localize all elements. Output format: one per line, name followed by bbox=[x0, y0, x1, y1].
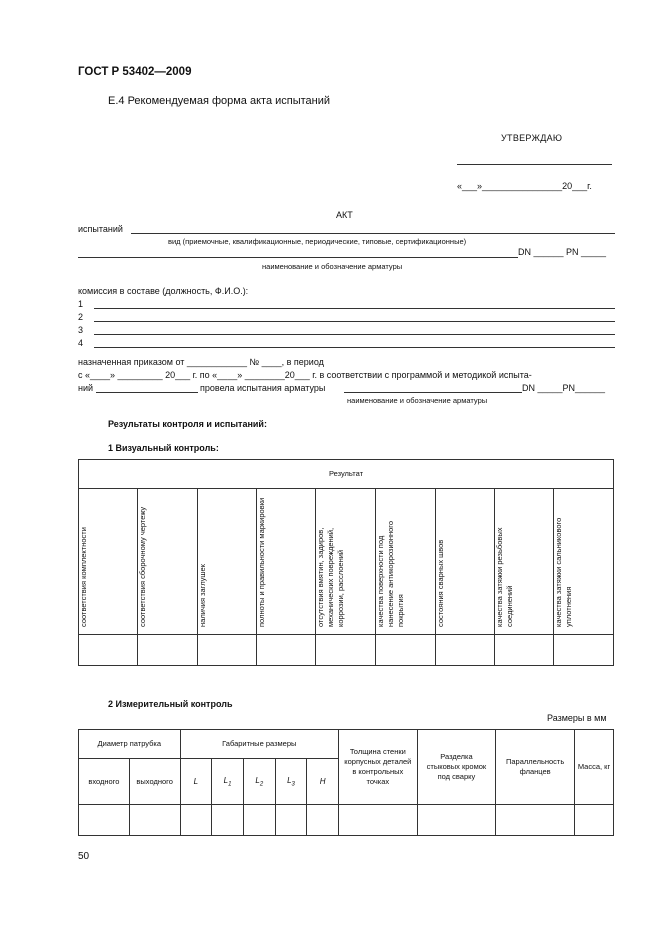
visual-value-cell[interactable] bbox=[316, 635, 376, 666]
measure-value-cell[interactable] bbox=[180, 805, 212, 836]
result-header-cell bbox=[79, 460, 614, 489]
approve-label: УТВЕРЖДАЮ bbox=[501, 133, 563, 143]
h-edges: Разделка стыковых кромок под сварку bbox=[426, 752, 487, 781]
h-overall-cell bbox=[180, 730, 338, 759]
measure-value-cell[interactable] bbox=[575, 805, 614, 836]
h-inlet-cell bbox=[79, 759, 130, 805]
valve-name-line bbox=[78, 257, 518, 258]
commission-line-3 bbox=[94, 334, 615, 335]
h-mass: Масса, кг bbox=[577, 762, 611, 771]
tests-caption: вид (приемочные, квалификационные, периодические, типовые, сертификационные) bbox=[168, 237, 467, 246]
visual-col-3 bbox=[197, 489, 256, 635]
measure-value-cell[interactable] bbox=[243, 805, 275, 836]
visual-value-cell[interactable] bbox=[375, 635, 435, 666]
visual-col-5 bbox=[316, 489, 376, 635]
measure-value-cell[interactable] bbox=[79, 805, 130, 836]
visual-value-cell[interactable] bbox=[79, 635, 138, 666]
order-blank-1 bbox=[96, 392, 198, 393]
h-diameter-cell bbox=[79, 730, 181, 759]
act-title: АКТ bbox=[336, 210, 353, 220]
valve-name-caption: наименование и обозначение арматуры bbox=[262, 262, 403, 271]
visual-col-label: соответствия сборочному чертежу bbox=[138, 506, 148, 627]
tests-type-line bbox=[131, 233, 615, 234]
visual-col-6 bbox=[375, 489, 435, 635]
visual-value-cell[interactable] bbox=[197, 635, 256, 666]
commission-number-3: 3 bbox=[78, 325, 84, 335]
dim-l3-cell bbox=[275, 759, 307, 805]
visual-col-label: наличия заглушек bbox=[197, 563, 207, 627]
measure-value-cell[interactable] bbox=[417, 805, 496, 836]
approve-signature-line bbox=[457, 164, 612, 165]
visual-value-cell[interactable] bbox=[138, 635, 197, 666]
visual-col-label: состояния сварных швов bbox=[435, 539, 445, 627]
results-title: Результаты контроля и испытаний: bbox=[108, 419, 267, 429]
dim-h: H bbox=[319, 777, 326, 786]
visual-title: 1 Визуальный контроль: bbox=[108, 443, 219, 453]
h-mass-cell bbox=[575, 730, 614, 805]
visual-col-1 bbox=[79, 489, 138, 635]
measure-value-cell[interactable] bbox=[496, 805, 575, 836]
visual-col-label: качества затяжки резьбовых соединений bbox=[494, 527, 514, 627]
commission-line-2 bbox=[94, 321, 615, 322]
h-wall-cell bbox=[339, 730, 418, 805]
result-header: Результат bbox=[328, 469, 364, 478]
page-number: 50 bbox=[78, 851, 90, 862]
standard-header: ГОСТ Р 53402—2009 bbox=[78, 66, 192, 78]
commission-number-4: 4 bbox=[78, 338, 84, 348]
visual-value-cell[interactable] bbox=[257, 635, 316, 666]
dim-l3: $L_3$ bbox=[287, 775, 295, 788]
visual-col-label: полноты и правильности маркировки bbox=[257, 497, 267, 627]
visual-col-label: качества поверхности под нанесение антикоррозионного покрытия bbox=[375, 520, 405, 627]
commission-number-2: 2 bbox=[78, 312, 84, 322]
dim-l3-subscript: 3 bbox=[291, 781, 295, 788]
commission-line-4 bbox=[94, 347, 615, 348]
visual-col-label: качества затяжки сальникового уплотнения bbox=[554, 517, 574, 627]
order-line-3-start: ний bbox=[78, 383, 94, 393]
visual-col-4 bbox=[257, 489, 316, 635]
visual-value-cell[interactable] bbox=[435, 635, 494, 666]
order-line-2: с «____» _________ 20___ г. по «____» ________20___ г. в соответствии с программой и методикой испыта- bbox=[78, 370, 532, 380]
visual-col-label: отсутствия вмятин, задиров, механических повреждений, коррозии, расслоений bbox=[316, 527, 346, 627]
order-line-3-mid: провела испытания арматуры bbox=[200, 383, 326, 393]
h-parallel: Параллельность фланцев bbox=[506, 757, 565, 776]
commission-label: комиссия в составе (должность, Ф.И.О.): bbox=[78, 286, 249, 296]
h-diameter: Диаметр патрубка bbox=[97, 739, 162, 748]
measure-value-cell[interactable] bbox=[307, 805, 339, 836]
visual-col-9 bbox=[554, 489, 614, 635]
dim-l-cell bbox=[180, 759, 212, 805]
visual-col-8 bbox=[494, 489, 553, 635]
approve-date-line: «___»________________20___г. bbox=[457, 181, 592, 191]
order-line-3-end: DN _____PN______ bbox=[522, 383, 606, 393]
h-inlet: входного bbox=[88, 776, 120, 786]
measure-value-cell[interactable] bbox=[275, 805, 307, 836]
commission-number-1: 1 bbox=[78, 299, 84, 309]
commission-line-1 bbox=[94, 308, 615, 309]
order-line-1: назначенная приказом от ____________ № ____, в период bbox=[78, 357, 324, 367]
measure-value-cell[interactable] bbox=[339, 805, 418, 836]
h-parallel-cell bbox=[496, 730, 575, 805]
h-edges-cell bbox=[417, 730, 496, 805]
h-wall: Толщина стенки корпусных деталей в контрольных точках bbox=[344, 747, 412, 786]
visual-col-7 bbox=[435, 489, 494, 635]
visual-control-table bbox=[78, 459, 614, 666]
dim-l1-cell bbox=[212, 759, 244, 805]
tests-label: испытаний bbox=[78, 224, 123, 234]
dim-l1-subscript: 1 bbox=[228, 781, 232, 788]
h-outlet-cell bbox=[129, 759, 180, 805]
dim-l: L bbox=[193, 777, 199, 786]
h-overall: Габаритные размеры bbox=[222, 739, 297, 748]
visual-col-2 bbox=[138, 489, 197, 635]
measure-title: 2 Измерительный контроль bbox=[108, 699, 233, 709]
measure-value-cell[interactable] bbox=[129, 805, 180, 836]
order-blank-2 bbox=[344, 392, 522, 393]
dim-h-cell bbox=[307, 759, 339, 805]
measure-value-cell[interactable] bbox=[212, 805, 244, 836]
h-outlet: выходного bbox=[136, 776, 173, 786]
dim-l2-subscript: 2 bbox=[259, 781, 264, 788]
dim-l2: $L_2$ bbox=[255, 775, 264, 788]
measure-units: Размеры в мм bbox=[547, 713, 607, 723]
visual-col-label: соответствия комплектности bbox=[79, 526, 88, 627]
measure-control-table bbox=[78, 729, 614, 836]
visual-value-cell[interactable] bbox=[554, 635, 614, 666]
dn-pn-field: DN ______ PN _____ bbox=[518, 247, 607, 257]
dim-l1: $L_1$ bbox=[223, 775, 232, 788]
visual-value-cell[interactable] bbox=[494, 635, 553, 666]
order-caption: наименование и обозначение арматуры bbox=[347, 396, 488, 405]
section-title: Е.4 Рекомендуемая форма акта испытаний bbox=[108, 95, 331, 107]
dim-l2-cell bbox=[243, 759, 275, 805]
